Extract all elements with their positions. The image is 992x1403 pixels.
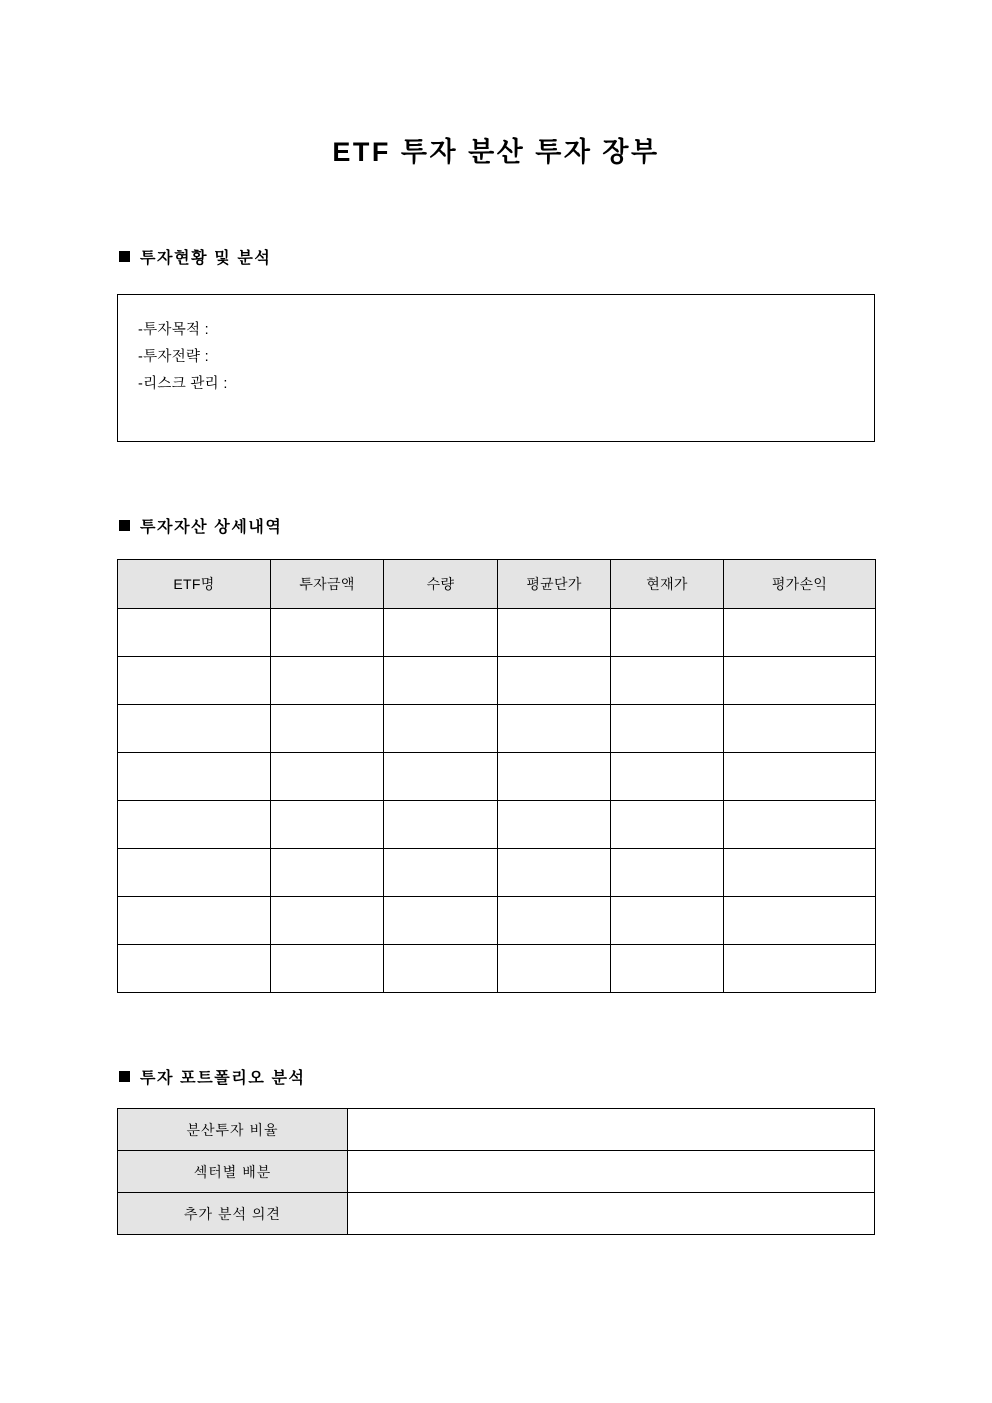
portfolio-row-value[interactable] — [348, 1193, 875, 1235]
assets-cell[interactable] — [724, 945, 876, 993]
assets-cell[interactable] — [498, 801, 611, 849]
assets-cell[interactable] — [118, 609, 271, 657]
assets-cell[interactable] — [384, 801, 498, 849]
assets-cell[interactable] — [118, 849, 271, 897]
section-heading-assets — [0, 442, 992, 537]
column-header-etf-name: ETF명 — [118, 560, 271, 609]
square-bullet-icon — [119, 251, 130, 262]
portfolio-row-label: 추가 분석 의견 — [118, 1193, 348, 1235]
status-note-box[interactable] — [117, 294, 875, 442]
table-row — [118, 849, 876, 897]
portfolio-table-body — [118, 1109, 875, 1235]
section-heading-portfolio — [0, 993, 992, 1088]
section-heading-portfolio-label: 투자 포트폴리오 분석 — [140, 1070, 306, 1088]
assets-cell[interactable] — [271, 657, 384, 705]
column-header-amount: 투자금액 — [271, 560, 384, 609]
assets-cell[interactable] — [271, 849, 384, 897]
assets-cell[interactable] — [384, 753, 498, 801]
status-note-line-strategy: -투자전략 : — [138, 349, 210, 366]
table-row — [118, 657, 876, 705]
assets-cell[interactable] — [611, 705, 724, 753]
portfolio-row-label: 섹터별 배분 — [118, 1151, 348, 1193]
square-bullet-icon — [119, 1071, 130, 1082]
assets-cell[interactable] — [724, 897, 876, 945]
assets-cell[interactable] — [384, 705, 498, 753]
assets-cell[interactable] — [498, 849, 611, 897]
portfolio-table-wrap — [0, 1088, 992, 1235]
assets-table — [117, 559, 876, 993]
assets-cell[interactable] — [118, 897, 271, 945]
assets-cell[interactable] — [118, 705, 271, 753]
section-heading-status — [0, 168, 992, 268]
table-row — [118, 945, 876, 993]
assets-cell[interactable] — [724, 801, 876, 849]
portfolio-table — [117, 1108, 875, 1235]
assets-cell[interactable] — [611, 849, 724, 897]
assets-cell[interactable] — [498, 753, 611, 801]
assets-cell[interactable] — [498, 945, 611, 993]
assets-cell[interactable] — [611, 753, 724, 801]
assets-cell[interactable] — [271, 609, 384, 657]
portfolio-row-value[interactable] — [348, 1109, 875, 1151]
table-row — [118, 801, 876, 849]
assets-cell[interactable] — [118, 657, 271, 705]
assets-table-body — [118, 609, 876, 993]
assets-cell[interactable] — [611, 801, 724, 849]
portfolio-row-value[interactable] — [348, 1151, 875, 1193]
assets-cell[interactable] — [724, 753, 876, 801]
table-row — [118, 705, 876, 753]
status-note-wrap — [0, 268, 992, 442]
column-header-pnl: 평가손익 — [724, 560, 876, 609]
section-heading-assets-label: 투자자산 상세내역 — [140, 519, 283, 537]
assets-cell[interactable] — [498, 609, 611, 657]
square-bullet-icon — [119, 520, 130, 531]
section-heading-status-label: 투자현황 및 분석 — [140, 250, 272, 268]
assets-cell[interactable] — [384, 657, 498, 705]
assets-cell[interactable] — [271, 753, 384, 801]
table-row — [118, 897, 876, 945]
assets-cell[interactable] — [724, 849, 876, 897]
assets-cell[interactable] — [271, 945, 384, 993]
assets-cell[interactable] — [611, 897, 724, 945]
assets-cell[interactable] — [118, 801, 271, 849]
assets-cell[interactable] — [724, 609, 876, 657]
assets-cell[interactable] — [611, 609, 724, 657]
assets-cell[interactable] — [498, 657, 611, 705]
assets-cell[interactable] — [498, 897, 611, 945]
assets-cell[interactable] — [384, 849, 498, 897]
assets-table-header-row — [118, 560, 876, 609]
assets-cell[interactable] — [384, 945, 498, 993]
page-title: ETF 투자 분산 투자 장부 — [332, 137, 660, 167]
portfolio-row — [118, 1193, 875, 1235]
assets-cell[interactable] — [118, 753, 271, 801]
status-note-line-purpose: -투자목적 : — [138, 322, 210, 339]
assets-cell[interactable] — [118, 945, 271, 993]
portfolio-row — [118, 1109, 875, 1151]
assets-cell[interactable] — [271, 897, 384, 945]
column-header-current: 현재가 — [611, 560, 724, 609]
column-header-avg-price: 평균단가 — [498, 560, 611, 609]
assets-cell[interactable] — [724, 657, 876, 705]
status-note-line-risk: -리스크 관리 : — [138, 376, 228, 393]
table-row — [118, 753, 876, 801]
assets-cell[interactable] — [611, 657, 724, 705]
assets-cell[interactable] — [611, 945, 724, 993]
assets-table-wrap — [0, 537, 992, 993]
portfolio-row — [118, 1151, 875, 1193]
column-header-quantity: 수량 — [384, 560, 498, 609]
assets-cell[interactable] — [724, 705, 876, 753]
assets-cell[interactable] — [498, 705, 611, 753]
assets-cell[interactable] — [384, 609, 498, 657]
assets-cell[interactable] — [384, 897, 498, 945]
assets-cell[interactable] — [271, 705, 384, 753]
portfolio-row-label: 분산투자 비율 — [118, 1109, 348, 1151]
assets-cell[interactable] — [271, 801, 384, 849]
table-row — [118, 609, 876, 657]
